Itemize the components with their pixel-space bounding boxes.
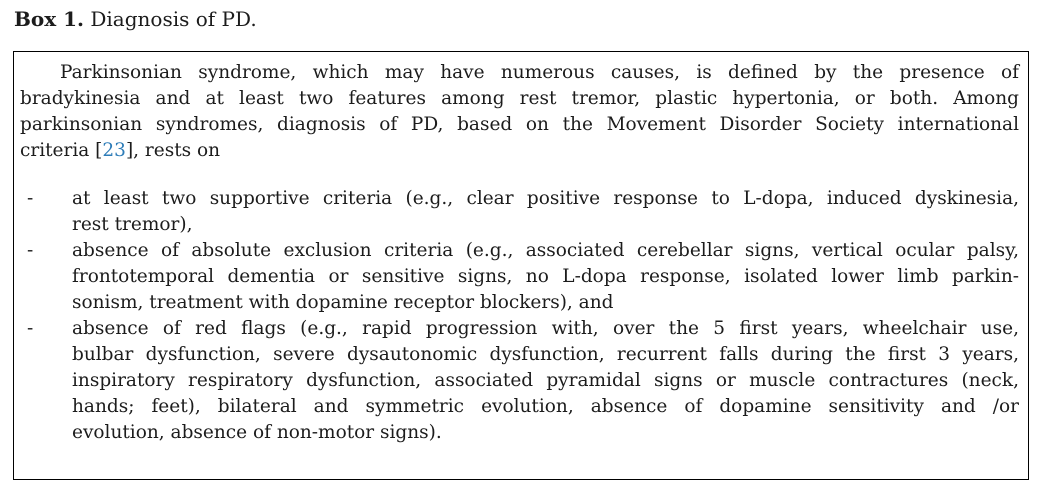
text-line: at least two supportive criteria (e.g., clear positive response to L-dopa, induced dyskinesia, bbox=[72, 188, 1019, 209]
text-line: sonism, treatment with dopamine receptor blockers), and bbox=[72, 292, 614, 313]
intro-paragraph-last-line bbox=[20, 138, 1019, 164]
text-line: rest tremor), bbox=[72, 214, 193, 235]
text-line: frontotemporal dementia or sensitive signs, no L-dopa response, isolated lower limb parkin- bbox=[72, 266, 1019, 287]
dash-bullet: - bbox=[27, 188, 34, 209]
citation-ref-link[interactable]: 23 bbox=[102, 140, 126, 161]
citation-suffix: ], rests on bbox=[125, 140, 221, 161]
text-line: parkinsonian syndromes, diagnosis of PD, based on the Movement Disorder Society international bbox=[20, 114, 1019, 135]
diagnosis-box bbox=[13, 51, 1029, 480]
text-line: bulbar dysfunction, severe dysautonomic dysfunction, recurrent falls during the first 3 years, bbox=[72, 344, 1019, 365]
criteria-list bbox=[20, 186, 1019, 446]
text-line: evolution, absence of non-motor signs). bbox=[72, 422, 442, 443]
criterion-text bbox=[72, 238, 1019, 316]
text-line: absence of red flags (e.g., rapid progression with, over the 5 first years, wheelchair use, bbox=[72, 318, 1019, 339]
text-line: absence of absolute exclusion criteria (e.g., associated cerebellar signs, vertical ocular palsy, bbox=[72, 240, 1019, 261]
criterion-text bbox=[72, 316, 1019, 446]
criterion-text bbox=[72, 186, 1019, 238]
caption-label: Box 1. bbox=[14, 7, 85, 31]
intro-paragraph bbox=[20, 60, 1019, 164]
criterion-item bbox=[20, 186, 1019, 238]
dash-bullet: - bbox=[27, 318, 34, 339]
intro-paragraph-lines bbox=[20, 60, 1019, 138]
dash-bullet: - bbox=[27, 240, 34, 261]
text-line: hands; feet), bilateral and symmetric evolution, absence of dopamine sensitivity and /or bbox=[72, 396, 1019, 417]
citation-prefix: criteria [ bbox=[20, 140, 103, 161]
caption-text: Diagnosis of PD. bbox=[90, 7, 257, 31]
text-line: inspiratory respiratory dysfunction, associated pyramidal signs or muscle contractures (neck, bbox=[72, 370, 1019, 391]
text-line: Parkinsonian syndrome, which may have numerous causes, is defined by the presence of bbox=[60, 62, 1019, 83]
criterion-item bbox=[20, 316, 1019, 446]
box-caption bbox=[14, 6, 1029, 32]
text-line: bradykinesia and at least two features among rest tremor, plastic hypertonia, or both. Among bbox=[20, 88, 1019, 109]
criterion-item bbox=[20, 238, 1019, 316]
